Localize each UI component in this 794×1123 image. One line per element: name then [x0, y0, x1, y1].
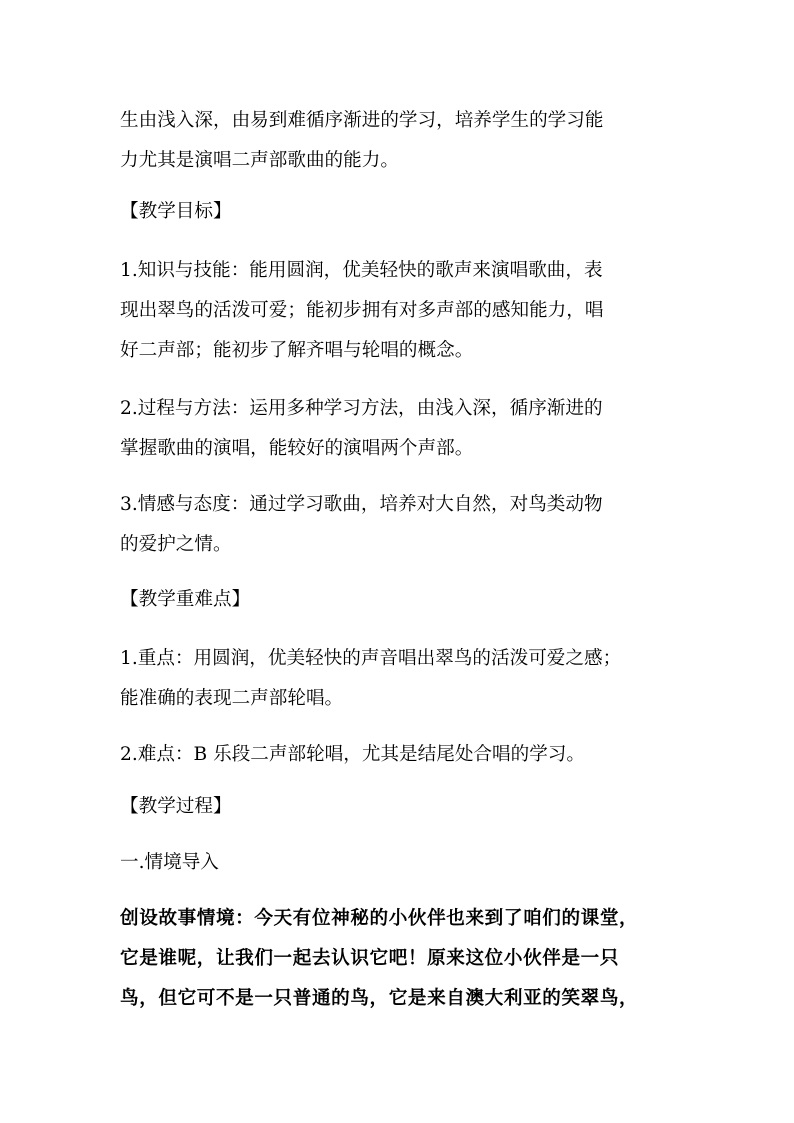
- text-line: 鸟，但它可不是一只普通的鸟，它是来自澳大利亚的笑翠鸟，: [120, 988, 639, 1009]
- intro-paragraph: [120, 101, 680, 181]
- text-line: 现出翠鸟的活泼可爱；能初步拥有对多声部的感知能力，唱: [120, 300, 604, 321]
- text-line: 它是谁呢，让我们一起去认识它吧！原来这位小伙伴是一只: [120, 948, 620, 969]
- goal-emotion-attitude: [120, 485, 680, 565]
- text-line: 掌握歌曲的演唱，能较好的演唱两个声部。: [120, 438, 474, 459]
- key-point-focus: [120, 639, 680, 719]
- heading-teaching-goals: [120, 192, 680, 232]
- text-line: 生由浅入深，由易到难循序渐进的学习，培养学生的学习能: [120, 110, 604, 131]
- goal-knowledge-skills: [120, 251, 680, 371]
- text-line: 的爱护之情。: [120, 534, 232, 555]
- text-line: 1.重点：用圆润，优美轻快的声音唱出翠鸟的活泼可爱之感；: [120, 648, 622, 669]
- text-line: 力尤其是演唱二声部歌曲的能力。: [120, 150, 399, 171]
- text-line: 2.过程与方法：运用多种学习方法，由浅入深，循序渐进的: [120, 398, 603, 419]
- text-line: 1.知识与技能：能用圆润，优美轻快的歌声来演唱歌曲，表: [120, 260, 603, 281]
- text-line: 3.情感与态度：通过学习歌曲，培养对大自然，对鸟类动物: [120, 494, 603, 515]
- key-point-difficulty: [120, 735, 680, 775]
- goal-process-methods: [120, 389, 680, 469]
- text-line: 2.难点：B 乐段二声部轮唱，尤其是结尾处合唱的学习。: [120, 744, 585, 765]
- text-line: 能准确的表现二声部轮唱。: [120, 688, 344, 709]
- section-heading: 【教学目标】: [120, 201, 232, 222]
- section-heading: 【教学过程】: [120, 796, 232, 817]
- heading-key-difficult-points: [120, 580, 680, 620]
- heading-teaching-process: [120, 787, 680, 827]
- section-situation-intro: [120, 843, 680, 883]
- text-line: 创设故事情境：今天有位神秘的小伙伴也来到了咱们的课堂，: [120, 908, 639, 929]
- story-paragraph: [120, 899, 680, 1019]
- text-line: 好二声部；能初步了解齐唱与轮唱的概念。: [120, 340, 474, 361]
- section-title: 一.情境导入: [120, 852, 219, 873]
- section-heading: 【教学重难点】: [120, 589, 251, 610]
